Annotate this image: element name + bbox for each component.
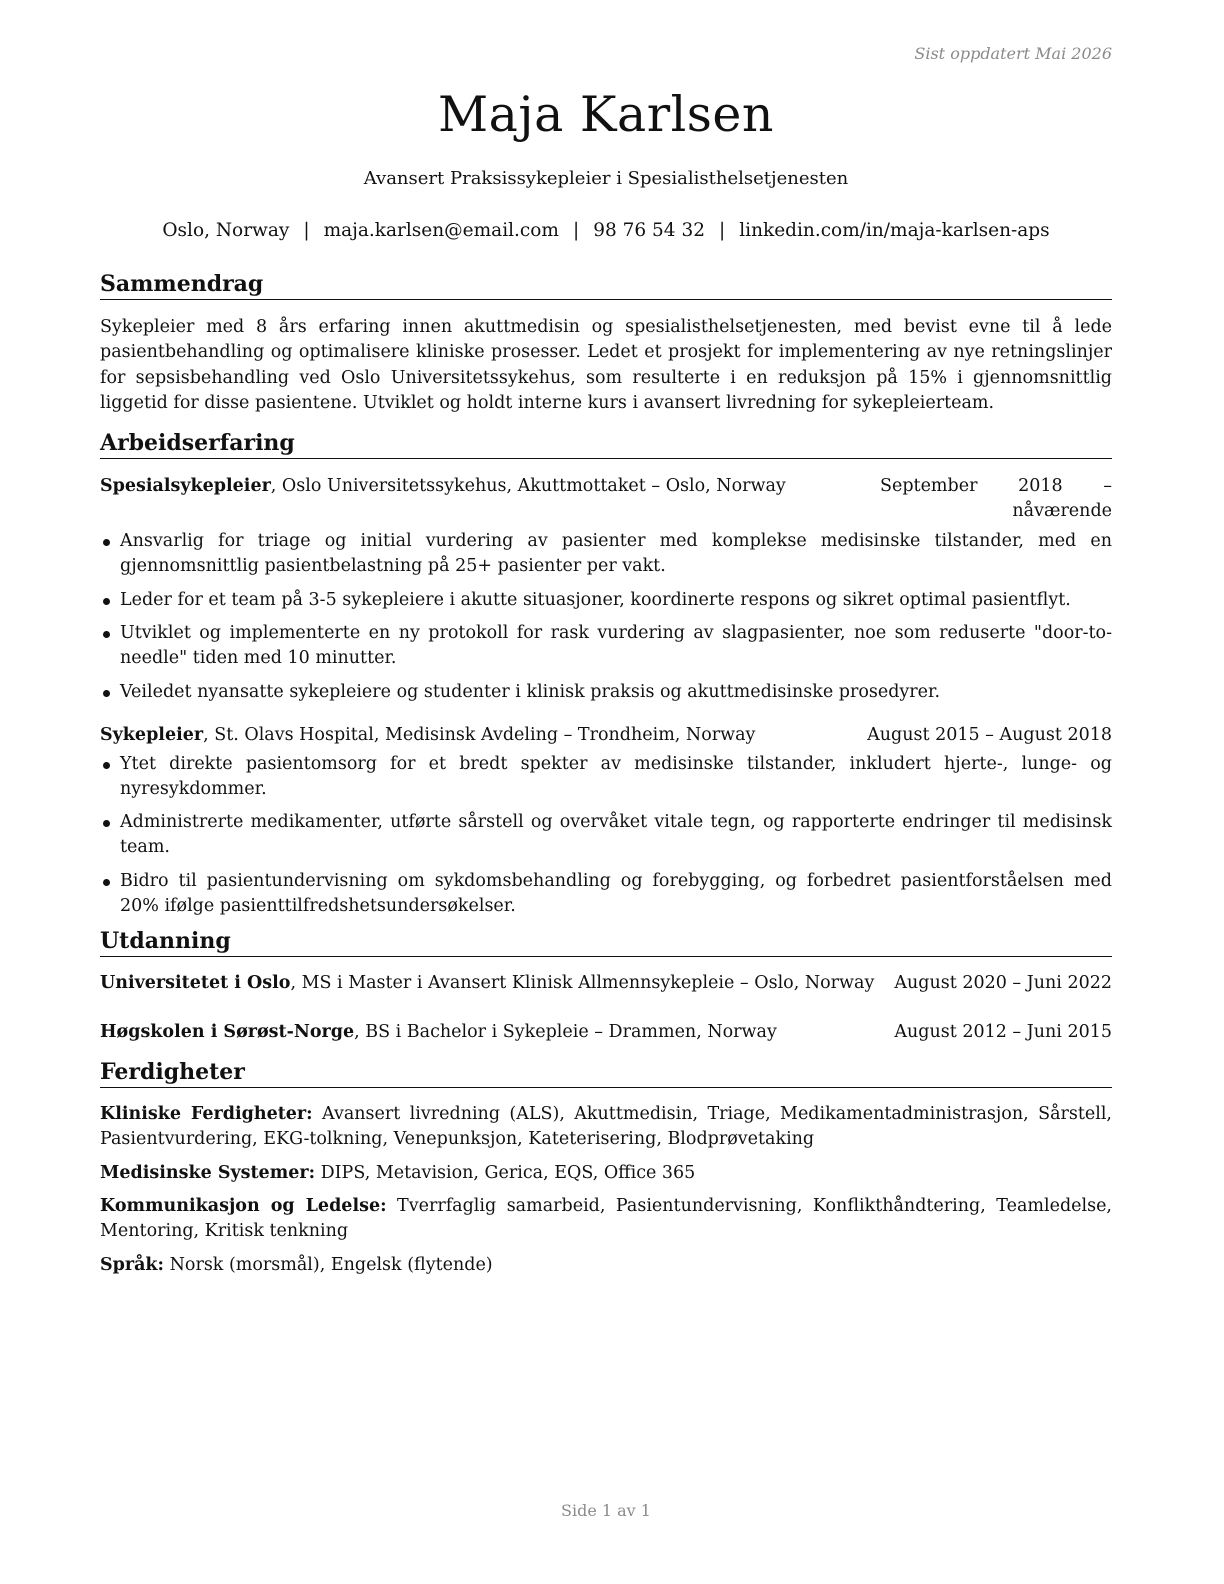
job-bullets <box>100 529 1112 705</box>
education-details: , MS i Master i Avansert Klinisk Allmennsykepleie – Oslo, Norway <box>290 973 875 994</box>
job-bullet: Ansvarlig for triage og initial vurdering av pasienter med komplekse medisinske tilstander, med en gjennomsnittlig pasientbelastning på 25+ pasienter per vakt. <box>100 529 1112 579</box>
job-entry <box>100 723 1112 919</box>
skill-value: Avansert livredning (ALS), Akuttmedisin, Triage, Medikamentadministrasjon, Sårstell, Pasientvurdering, EKG-tolkning, Venepunksjon, Kateterisering, Blodprøvetaking <box>100 1104 1112 1150</box>
contact-location: Oslo, Norway <box>162 220 290 241</box>
section-title-experience: Arbeidserfaring <box>100 429 1112 459</box>
job-dates: August 2015 – August 2018 <box>867 724 1112 745</box>
experience-section <box>100 429 1112 919</box>
job-role: Sykepleier <box>100 724 204 745</box>
education-dates: August 2012 – Juni 2015 <box>894 1022 1112 1043</box>
skill-label: Kommunikasjon og Ledelse: <box>100 1196 387 1217</box>
job-bullet: Leder for et team på 3-5 sykepleiere i akutte situasjoner, koordinerte respons og sikret optimal pasientflyt. <box>100 588 1112 613</box>
skill-row <box>100 1161 1112 1186</box>
education-line <box>100 1020 777 1045</box>
job-bullet: Administrerte medikamenter, utførte sårstell og overvåket vitale tegn, og rapporterte endringer til medisinsk team. <box>100 810 1112 860</box>
last-updated: Sist oppdatert Mai 2026 <box>914 44 1112 63</box>
contact-separator: | <box>572 220 580 241</box>
page-number: Side 1 av 1 <box>561 1501 651 1520</box>
education-line <box>100 971 874 996</box>
skill-label: Kliniske Ferdigheter: <box>100 1104 313 1125</box>
skill-label: Språk: <box>100 1254 165 1275</box>
contact-phone: 98 76 54 32 <box>593 220 705 241</box>
job-role: Spesialsykepleier <box>100 476 271 497</box>
job-title-line <box>100 474 880 524</box>
contact-email[interactable]: maja.karlsen@email.com <box>323 220 559 241</box>
skill-label: Medisinske Systemer: <box>100 1162 316 1183</box>
job-dates: September 2018 – nåværende <box>880 476 1112 522</box>
contact-line <box>100 220 1112 241</box>
job-entry <box>100 474 1112 705</box>
job-bullet: Bidro til pasientundervisning om sykdomsbehandling og forebygging, og forbedret pasientforståelsen med 20% ifølge pasienttilfredshetsundersøkelser. <box>100 869 1112 919</box>
candidate-name: Maja Karlsen <box>438 86 774 143</box>
skill-row <box>100 1253 1112 1278</box>
job-details: , Oslo Universitetssykehus, Akuttmottaket – Oslo, Norway <box>270 476 786 497</box>
education-entry <box>100 971 1112 996</box>
education-section <box>100 927 1112 1045</box>
skill-value: Norsk (morsmål), Engelsk (flytende) <box>169 1254 493 1275</box>
education-entry <box>100 1020 1112 1045</box>
contact-linkedin[interactable]: linkedin.com/in/maja-karlsen-aps <box>739 220 1050 241</box>
job-header <box>100 474 1112 524</box>
skill-row <box>100 1194 1112 1244</box>
candidate-headline: Avansert Praksissykepleier i Spesialisthelsetjenesten <box>363 168 849 189</box>
job-bullet: Utviklet og implementerte en ny protokoll for rask vurdering av slagpasienter, noe som reduserte "door-to-needle" tiden med 10 minutter. <box>100 621 1112 671</box>
summary-section <box>100 270 1112 416</box>
education-dates: August 2020 – Juni 2022 <box>894 973 1112 994</box>
section-title-education: Utdanning <box>100 927 1112 957</box>
education-school: Universitetet i Oslo <box>100 973 291 994</box>
education-school: Høgskolen i Sørøst-Norge <box>100 1022 355 1043</box>
section-title-skills: Ferdigheter <box>100 1058 1112 1088</box>
skill-row <box>100 1102 1112 1152</box>
contact-separator: | <box>719 220 726 241</box>
contact-separator: | <box>303 220 310 241</box>
resume-content <box>100 270 1112 1278</box>
job-header <box>100 723 1112 748</box>
section-title-summary: Sammendrag <box>100 270 1112 300</box>
skill-value: Tverrfaglig samarbeid, Pasientundervisning, Konflikthåndtering, Teamledelse, Mentoring, Kritisk tenkning <box>100 1196 1112 1242</box>
job-details: , St. Olavs Hospital, Medisinsk Avdeling – Trondheim, Norway <box>203 724 756 745</box>
skills-section <box>100 1058 1112 1278</box>
job-bullet: Ytet direkte pasientomsorg for et bredt spekter av medisinske tilstander, inkludert hjerte-, lunge- og nyresykdommer. <box>100 752 1112 802</box>
education-details: , BS i Bachelor i Sykepleie – Drammen, Norway <box>354 1022 777 1043</box>
resume-page <box>100 0 1112 1584</box>
job-bullets <box>100 752 1112 919</box>
summary-text: Sykepleier med 8 års erfaring innen akuttmedisin og spesialisthelsetjenesten, med bevist evne til å lede pasientbehandling og optimalisere kliniske prosesser. Ledet et prosjekt for implementering av nye retningslinjer for sepsisbehandling ved Oslo Universitetssykehus, som resulterte i en reduksjon på 15% i gjennomsnittlig liggetid for disse pasientene. Utviklet og holdt interne kurs i avansert livredning for sykepleierteam. <box>100 317 1112 413</box>
job-title-line <box>100 723 847 748</box>
skill-value: DIPS, Metavision, Gerica, EQS, Office 365 <box>320 1162 696 1183</box>
job-bullet: Veiledet nyansatte sykepleiere og studenter i klinisk praksis og akuttmedisinske prosedyrer. <box>100 680 1112 705</box>
